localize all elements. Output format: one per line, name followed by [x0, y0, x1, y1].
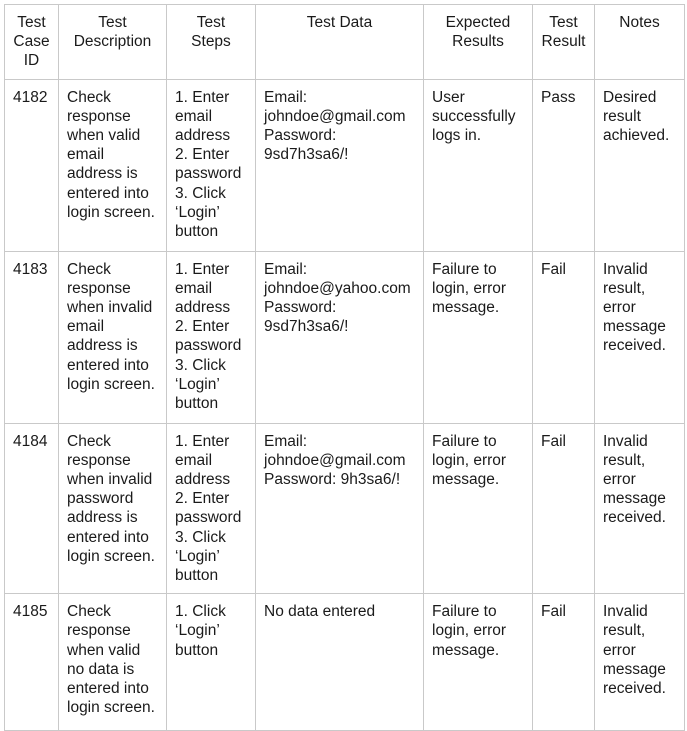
cell-test-steps: 1. Enter email address 2. Enter password 3. Click ‘Login’ button	[167, 423, 256, 594]
cell-test-case-id: 4184	[5, 423, 59, 594]
test-case-table	[4, 4, 685, 731]
cell-test-data: Email: johndoe@gmail.com Password: 9sd7h3sa6/!	[256, 79, 424, 251]
cell-test-data: Email: johndoe@yahoo.com Password: 9sd7h3sa6/!	[256, 251, 424, 423]
cell-test-result: Pass	[533, 79, 595, 251]
cell-test-description: Check response when invalid password address is entered into login screen.	[59, 423, 167, 594]
cell-test-data: No data entered	[256, 594, 424, 731]
table-row	[5, 594, 685, 731]
cell-test-case-id: 4185	[5, 594, 59, 731]
cell-expected-results: Failure to login, error message.	[424, 594, 533, 731]
header-expected-results: Expected Results	[424, 5, 533, 80]
cell-test-steps: 1. Enter email address 2. Enter password 3. Click ‘Login’ button	[167, 251, 256, 423]
cell-expected-results: User successfully logs in.	[424, 79, 533, 251]
cell-test-description: Check response when invalid email address is entered into login screen.	[59, 251, 167, 423]
header-test-description: Test Description	[59, 5, 167, 80]
cell-notes: Invalid result, error message received.	[595, 594, 685, 731]
cell-test-steps: 1. Enter email address 2. Enter password 3. Click ‘Login’ button	[167, 79, 256, 251]
cell-test-result: Fail	[533, 423, 595, 594]
cell-test-steps: 1. Click ‘Login’ button	[167, 594, 256, 731]
header-notes: Notes	[595, 5, 685, 80]
header-test-data: Test Data	[256, 5, 424, 80]
cell-test-case-id: 4183	[5, 251, 59, 423]
cell-test-description: Check response when valid no data is entered into login screen.	[59, 594, 167, 731]
cell-test-data: Email: johndoe@gmail.com Password: 9h3sa6/!	[256, 423, 424, 594]
cell-test-description: Check response when valid email address is entered into login screen.	[59, 79, 167, 251]
header-test-result: Test Result	[533, 5, 595, 80]
cell-expected-results: Failure to login, error message.	[424, 251, 533, 423]
table-row	[5, 423, 685, 594]
cell-notes: Invalid result, error message received.	[595, 251, 685, 423]
cell-test-result: Fail	[533, 594, 595, 731]
table-row	[5, 251, 685, 423]
cell-test-case-id: 4182	[5, 79, 59, 251]
table-row	[5, 79, 685, 251]
cell-notes: Invalid result, error message received.	[595, 423, 685, 594]
cell-expected-results: Failure to login, error message.	[424, 423, 533, 594]
cell-notes: Desired result achieved.	[595, 79, 685, 251]
cell-test-result: Fail	[533, 251, 595, 423]
header-test-case-id: Test Case ID	[5, 5, 59, 80]
header-row	[5, 5, 685, 80]
header-test-steps: Test Steps	[167, 5, 256, 80]
